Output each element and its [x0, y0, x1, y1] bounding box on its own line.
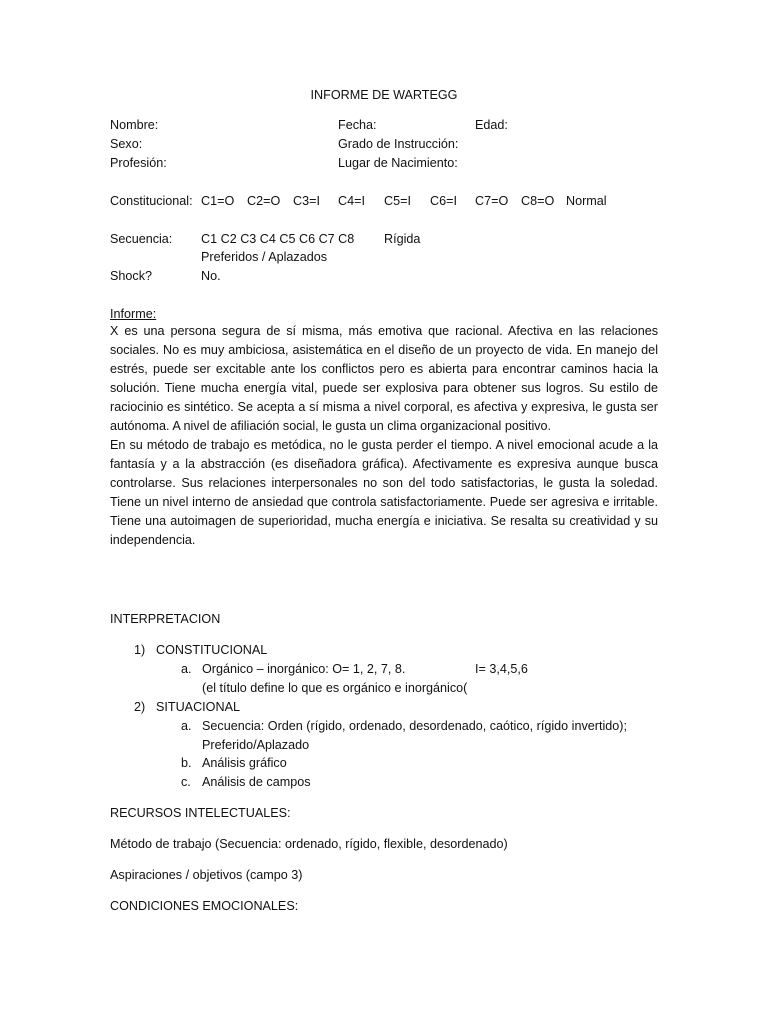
constitucional-c8: C8=O [521, 194, 555, 208]
list-number-2: 2) [134, 700, 146, 714]
condiciones-heading: CONDICIONES EMOCIONALES: [110, 899, 299, 913]
label-profesion: Profesión: [110, 156, 167, 170]
list-letter-2a: a. [181, 719, 192, 733]
label-fecha: Fecha: [338, 118, 377, 132]
list-letter-2b: b. [181, 756, 192, 770]
constitucional-c4: C4=I [338, 194, 365, 208]
shock-value: No. [201, 269, 221, 283]
item-analisis-campos: Análisis de campos [202, 775, 311, 789]
constitucional-c2: C2=O [247, 194, 281, 208]
constitucional-c6: C6=I [430, 194, 457, 208]
constitucional-c3: C3=I [293, 194, 320, 208]
constitucional-c5: C5=I [384, 194, 411, 208]
interpretacion-heading: INTERPRETACION [110, 612, 221, 626]
recursos-aspiraciones: Aspiraciones / objetivos (campo 3) [110, 868, 303, 882]
label-edad: Edad: [475, 118, 508, 132]
informe-paragraph-1: X es una persona segura de sí misma, más emotiva que racional. Afectiva en las relaciones sociales. No es muy ambiciosa, asistemática en el diseño de un proyecto de vida. En manejo del estrés, puede ser excitable ante los conflictos pero es abierta para encontrar caminos hacia la solución. Tiene mucha energía vital, puede ser explosiva para obtener sus logros. Su estilo de raciocinio es sintético. Se acepta a sí misma a nivel corporal, es afectiva y expresiva, le gusta ser autónoma. A nivel de afiliación social, le gusta un clima organizacional positivo. [110, 324, 658, 433]
secuencia-type: Rígida [384, 232, 421, 246]
constitucional-result: Normal [566, 194, 607, 208]
constitucional-label: Constitucional: [110, 194, 193, 208]
item-constitucional: CONSTITUCIONAL [156, 643, 268, 657]
informe-heading: Informe: [110, 307, 157, 321]
label-grado: Grado de Instrucción: [338, 137, 459, 151]
informe-paragraph-2: En su método de trabajo es metódica, no le gusta perder el tiempo. A nivel emocional acude a la fantasía y a la abstracción (es diseñadora gráfica). Afectivamente es expresiva aunque busca controlarse. Sus relaciones interpersonales no son del todo satisfactorias, le gusta la soledad. Tiene un nivel interno de ansiedad que controla satisfactoriamente. Puede ser agresiva e irritable. Tiene una autoimagen de superioridad, mucha energía e iniciativa. Se resalta su creatividad y su independencia. [110, 438, 658, 547]
list-number-1: 1) [134, 643, 146, 657]
constitucional-c1: C1=O [201, 194, 235, 208]
recursos-heading: RECURSOS INTELECTUALES: [110, 806, 291, 820]
item-secuencia-cont: Preferido/Aplazado [202, 738, 310, 752]
item-organico: Orgánico – inorgánico: O= 1, 2, 7, 8. [202, 662, 406, 676]
label-nombre: Nombre: [110, 118, 159, 132]
list-letter-1a: a. [181, 662, 192, 676]
item-analisis-grafico: Análisis gráfico [202, 756, 287, 770]
item-organico-note: (el título define lo que es orgánico e inorgánico( [202, 681, 468, 695]
secuencia-value: C1 C2 C3 C4 C5 C6 C7 C8 [201, 232, 355, 246]
secuencia-sub: Preferidos / Aplazados [201, 250, 328, 264]
recursos-metodo: Método de trabajo (Secuencia: ordenado, rígido, flexible, desordenado) [110, 837, 508, 851]
document-title: INFORME DE WARTEGG [310, 88, 458, 102]
label-sexo: Sexo: [110, 137, 143, 151]
shock-label: Shock? [110, 269, 153, 283]
constitucional-c7: C7=O [475, 194, 509, 208]
list-letter-2c: c. [181, 775, 191, 789]
secuencia-label: Secuencia: [110, 232, 173, 246]
item-situacional: SITUACIONAL [156, 700, 240, 714]
item-secuencia: Secuencia: Orden (rígido, ordenado, desordenado, caótico, rígido invertido); [202, 719, 627, 733]
label-lugar: Lugar de Nacimiento: [338, 156, 458, 170]
item-inorganico-values: I= 3,4,5,6 [475, 662, 528, 676]
